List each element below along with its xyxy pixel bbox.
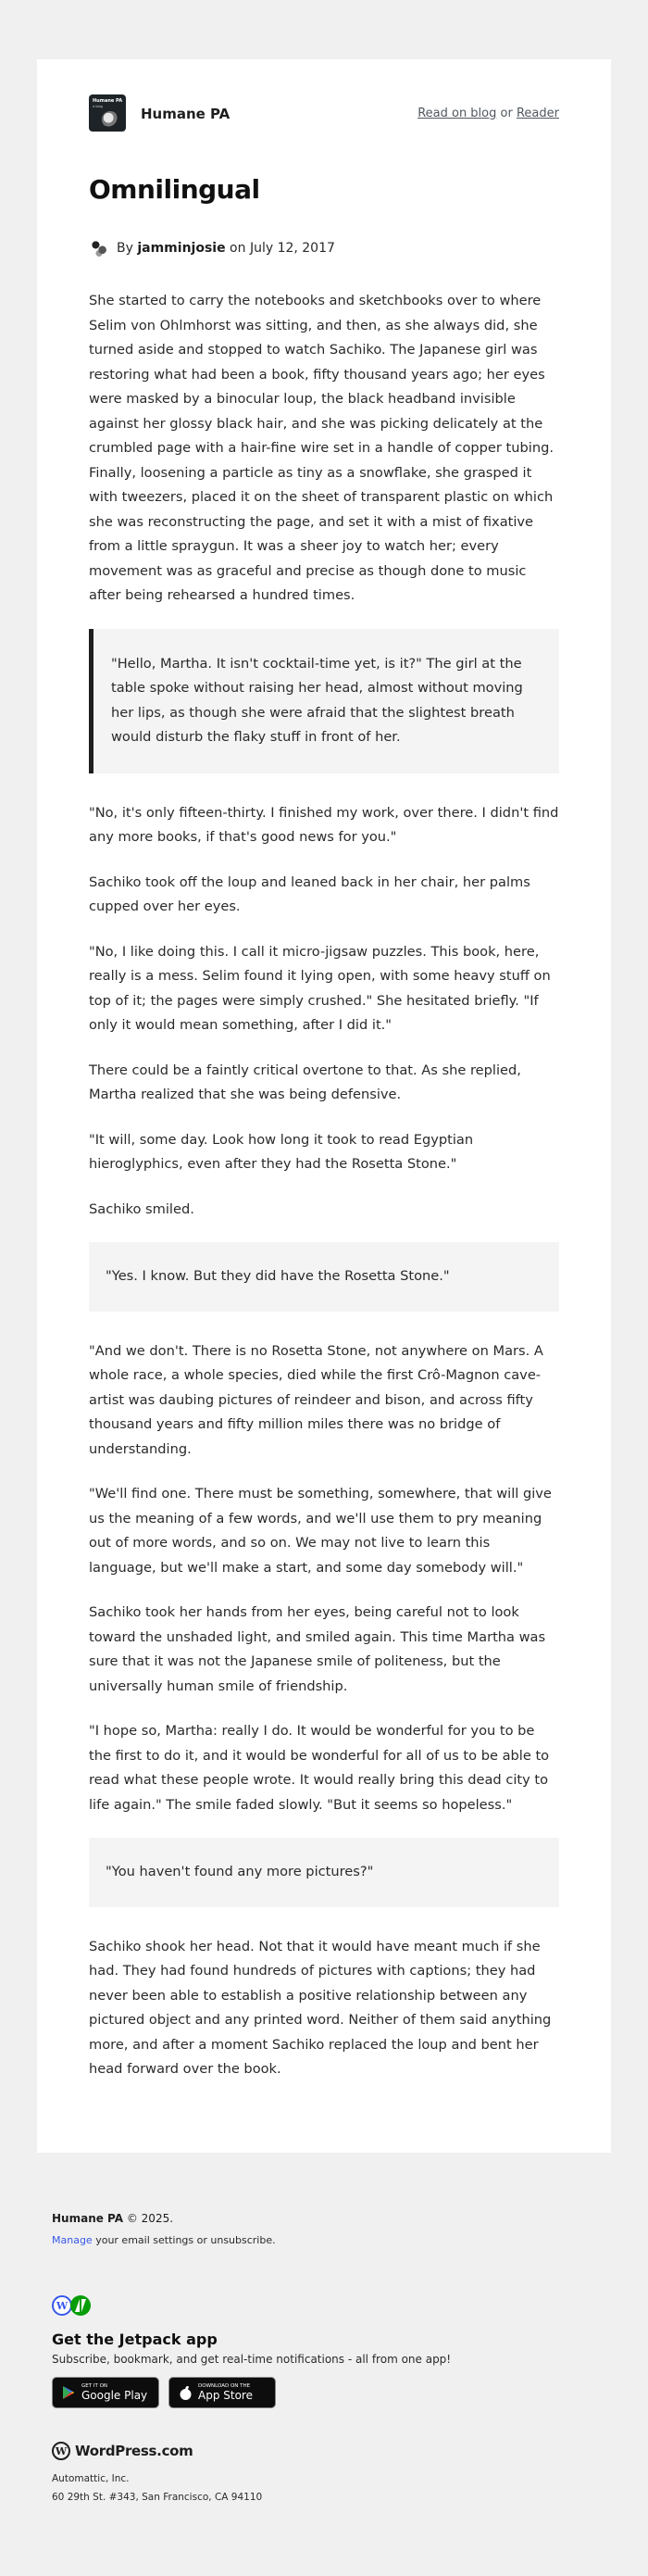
site-logo-text: Humane PA [93,98,123,104]
jetpack-icon [70,2295,91,2316]
manage-link[interactable]: Manage [52,2234,93,2246]
paragraph: "I hope so, Martha: really I do. It would be wonderful for you to be the first to do it, and it would be wonderful for all of us to be able to read what these people wrote. It would really bring this dead city to life again." The smile faded slowly. "But it seems so hopeless." [89,1723,550,1813]
wordpress-logo-icon: W [52,2442,70,2460]
byline [89,237,335,259]
footer-site-name: Humane PA [52,2212,124,2225]
app-store-label: App Store [198,2389,253,2402]
pullquote [89,1242,559,1312]
byline-by: By [117,241,133,256]
app-store-small: DOWNLOAD ON THE [198,2383,251,2389]
manage-rest: your email settings or unsubscribe. [95,2234,276,2246]
jetpack-title: Get the Jetpack app [52,2331,218,2348]
company-address: 60 29th St. #343, San Francisco, CA 94110 [52,2492,263,2503]
byline-on: on [230,241,246,256]
paragraph: Sachiko took off the loup and leaned back in her chair, her palms cupped over her eyes. [89,873,530,914]
app-store-button[interactable] [168,2377,276,2408]
site-name[interactable]: Humane PA [141,106,231,122]
google-play-button[interactable] [52,2377,159,2408]
footer-copyright: © 2025. [126,2212,174,2225]
paragraph: There could be a faintly critical overtone to that. As she replied, Martha realized that she was being defensive. [89,1062,521,1102]
post-title[interactable]: Omnilingual [89,174,260,205]
footer-site-line [52,2212,596,2225]
read-links [417,107,559,120]
google-play-icon [62,2385,75,2400]
quote-text: "Yes. I know. But they did have the Rosetta Stone." [106,1268,450,1284]
paragraph: "It will, some day. Look how long it took to read Egyptian hieroglyphics, even after they had the Rosetta Stone." [89,1131,474,1172]
app-icons [52,2295,91,2318]
paragraph: "No, it's only fifteen-thirty. I finished my work, over there. I didn't find any more books, if that's good news for you." [89,804,559,845]
site-logo[interactable] [89,94,126,132]
paragraph: Sachiko smiled. [89,1200,194,1217]
paragraph: Sachiko shook her head. Not that it would have meant much if she had. They had found hundreds of pictures with captions; they had never been able to establish a positive relationship between any pictured object and any printed word. Neither of them said anything more, and after a moment Sachiko replaced the loup and bent her head forward over the book. [89,1938,552,2077]
google-play-small: GET IT ON [81,2383,108,2389]
post-content [89,289,559,2103]
read-links-or: or [500,107,513,120]
pullquote [89,1838,559,1907]
reader-link[interactable]: Reader [516,107,559,120]
wordpress-icon: W [52,2295,72,2316]
wordpress-com-name: WordPress.com [75,2443,193,2459]
footer-manage-line [52,2234,596,2246]
paragraph: "No, I like doing this. I call it micro-jigsaw puzzles. This book, here, really is a mess. Selim found it lying open, with some heavy stuff on top of it; the pages were simply crushed." She hesitated briefly. "If only it would mean something, after I did it." [89,943,551,1033]
paragraph: Sachiko took her hands from her eyes, being careful not to look toward the unshaded light, and smiled again. This time Martha was sure that it was not the Japanese smile of politeness, but the universally human smile of friendship. [89,1604,546,1694]
paragraph: "And we don't. There is no Rosetta Stone, not anywhere on Mars. A whole race, a whole species, died while the first Crô-Magnon cave-artist was daubing pictures of reindeer and bison, and across fifty thousand years and fifty million miles there was no bridge of understanding. [89,1342,543,1457]
store-badges [52,2377,276,2408]
site-logo-subtext: a blog [93,105,103,108]
wordpress-com-brand[interactable] [52,2442,193,2460]
paragraph: She started to carry the notebooks and sketchbooks over to where Selim von Ohlmhorst was sitting, and then, as she always did, she turned aside and stopped to watch Sachiko. The Japanese girl was restoring what had been a book, fifty thousand years ago; her eyes were masked by a binocular loup, the black headband invisible against her glossy black hair, and she was picking delicately at the crumbled page with a hair-fine wire set in a handle of copper tubing. Finally, loosening a particle as tiny as a snowflake, she grasped it with tweezers, placed it on the sheet of transparent plastic on which she was reconstructing the page, and set it with a mist of fixative from a little spraygun. It was a sheer joy to watch her; every movement was as graceful and precise as though done to music after being rehearsed a hundred times. [89,293,554,603]
footer [52,2212,596,2503]
quote-text: "Hello, Martha. It isn't cocktail-time yet, is it?" The girl at the table spoke without raising her head, almost without moving her lips, as though she were afraid that the slightest breath would disturb the flaky stuff in front of her. [111,655,523,745]
author-name[interactable]: jamminjosie [137,241,226,256]
apple-icon [179,2385,192,2400]
blockquote [89,629,559,773]
paragraph: "We'll find one. There must be something, somewhere, that will give us the meaning of a few words, and we'll use them to pry meaning out of more words, and so on. We may not live to learn this language, but we'll make a start, and some day somebody will." [89,1486,552,1576]
author-avatar[interactable] [89,238,109,258]
read-on-blog-link[interactable]: Read on blog [417,107,497,120]
google-play-label: Google Play [81,2389,148,2402]
post-date: July 12, 2017 [249,241,335,256]
company-name: Automattic, Inc. [52,2473,130,2484]
quote-text: "You haven't found any more pictures?" [106,1864,374,1879]
jetpack-description: Subscribe, bookmark, and get real-time notifications - all from one app! [52,2353,452,2366]
